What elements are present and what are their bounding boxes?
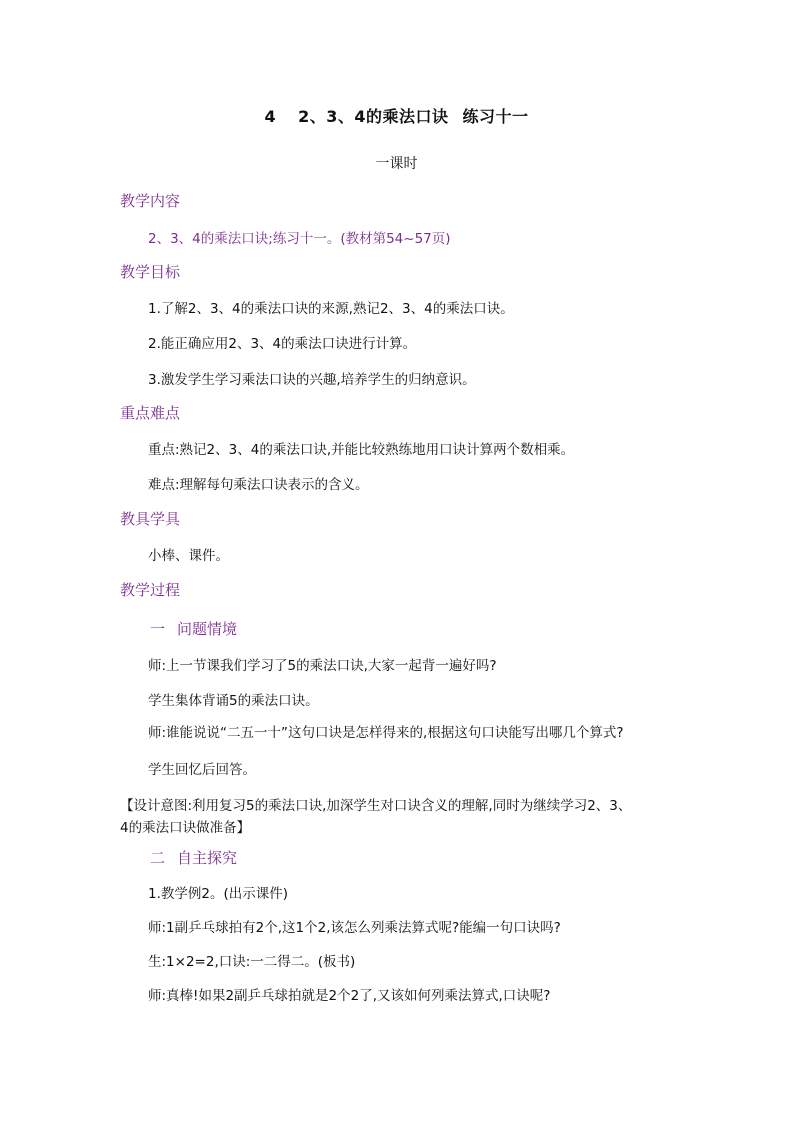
- part2-heading: 自主探究: [177, 849, 238, 867]
- design-note-line-1: 【设计意图:利用复习5的乘法口诀,加深学生对口诀含义的理解,同时为继续学习2、3、: [120, 798, 632, 814]
- heading-tools: 教具学具: [120, 510, 181, 528]
- lesson-number: 4: [264, 107, 277, 126]
- lesson-title: [0, 104, 793, 127]
- goal-item-2: 2.能正确应用2、3、4的乘法口诀进行计算。: [148, 336, 417, 352]
- part2-line-4: 师:真棒!如果2副乒乓球拍就是2个2了,又该如何列乘法算式,口诀呢?: [148, 988, 551, 1004]
- goal-item-1: 1.了解2、3、4的乘法口诀的来源,熟记2、3、4的乘法口诀。: [148, 301, 514, 317]
- part1-line-2: 学生集体背诵5的乘法口诀。: [148, 693, 319, 709]
- lesson-title-suffix: 练习十一: [462, 107, 529, 126]
- part1-line-4: 学生回忆后回答。: [148, 762, 256, 778]
- heading-key-points: 重点难点: [120, 404, 181, 422]
- part2-line-1: 1.教学例2。(出示课件): [148, 886, 289, 902]
- part1-line-3: 师:谁能说说“二五一十”这句口诀是怎样得来的,根据这句口诀能写出哪几个算式?: [148, 725, 624, 741]
- heading-part2: [150, 847, 237, 868]
- part1-number: 一: [150, 620, 166, 638]
- tools-text: 小棒、课件。: [148, 548, 229, 564]
- lesson-title-main: 2、3、4的乘法口诀: [298, 107, 449, 126]
- difficult-point-text: 难点:理解每句乘法口诀表示的含义。: [148, 477, 369, 493]
- heading-teaching-process: 教学过程: [120, 581, 181, 599]
- part1-heading: 问题情境: [177, 620, 238, 638]
- design-note-line-2: 4的乘法口诀做准备】: [120, 820, 251, 836]
- part2-number: 二: [150, 849, 166, 867]
- key-point-text: 重点:熟记2、3、4的乘法口诀,并能比较熟练地用口诀计算两个数相乘。: [148, 442, 575, 458]
- lesson-subtitle: 一课时: [375, 156, 418, 172]
- goal-item-3: 3.激发学生学习乘法口诀的兴趣,培养学生的归纳意识。: [148, 372, 476, 388]
- teaching-content-text: 2、3、4的乘法口诀;练习十一。(教材第54~57页): [148, 231, 451, 247]
- part2-line-3: 生:1×2=2,口诀:一二得二。(板书): [148, 954, 356, 970]
- part2-line-2: 师:1副乒乓球拍有2个,这1个2,该怎么列乘法算式呢?能编一句口诀吗?: [148, 920, 561, 936]
- part1-line-1: 师:上一节课我们学习了5的乘法口诀,大家一起背一遍好吗?: [148, 658, 497, 674]
- heading-teaching-goals: 教学目标: [120, 263, 181, 281]
- heading-teaching-content: 教学内容: [120, 192, 181, 210]
- heading-part1: [150, 618, 237, 639]
